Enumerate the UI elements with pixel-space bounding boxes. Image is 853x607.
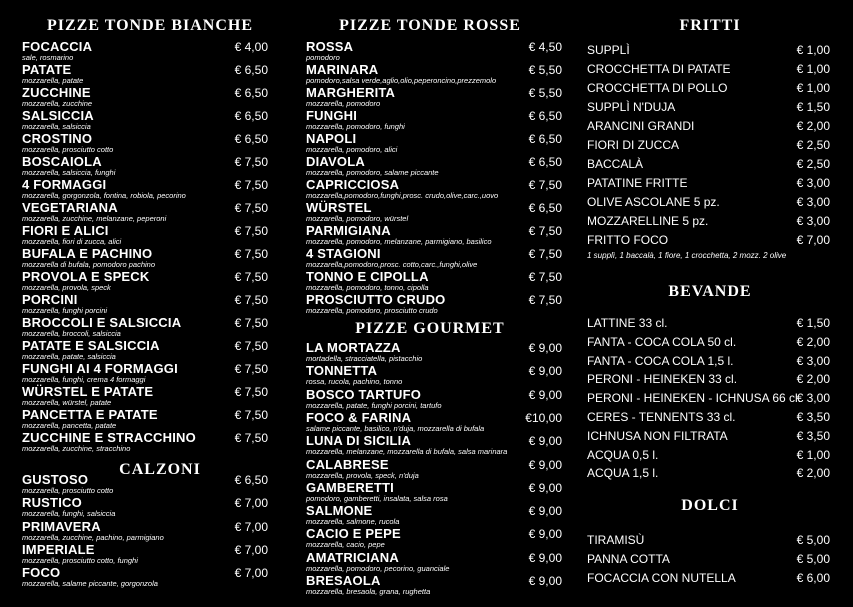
item-description: mozzarella, fiori di zucca, alici — [22, 237, 122, 246]
item-name: PRIMAVERA — [22, 518, 101, 534]
item-description: salame piccante, basilico, n'duja, mozzarella di bufala — [306, 423, 485, 433]
item-price: € 2,50 — [796, 138, 830, 152]
item-description: mozzarella, funghi, crema 4 formaggi — [22, 375, 146, 384]
item-name: SALSICCIA — [22, 108, 94, 123]
bevande-item — [587, 391, 830, 410]
item-name: CROSTINO — [22, 131, 93, 146]
column-rosse-gourmet — [290, 0, 570, 607]
item-price: € 3,00 — [796, 391, 830, 406]
item-description: mozzarella, pomodoro, tonno, cipolla — [306, 283, 429, 292]
item-price: € 3,00 — [796, 176, 830, 190]
item-name: FIORI DI ZUCCA — [587, 138, 679, 152]
item-name: NAPOLI — [306, 131, 357, 146]
item-price: € 7,50 — [528, 224, 562, 238]
item-price: € 7,00 — [234, 566, 268, 581]
bianche-item — [22, 362, 268, 385]
gourmet-item — [306, 341, 562, 364]
item-price: € 9,00 — [528, 364, 562, 379]
item-price: € 7,50 — [528, 247, 562, 261]
item-price: € 6,50 — [528, 109, 562, 123]
item-name: LUNA DI SICILIA — [306, 433, 412, 449]
bianche-item — [22, 247, 268, 270]
item-name: TIRAMISÙ — [587, 533, 645, 547]
bevande-item — [587, 448, 830, 467]
item-description: sale, rosmarino — [22, 53, 74, 62]
item-description: mozzarella, prosciutto cotto — [22, 486, 114, 495]
item-name: AMATRICIANA — [306, 549, 399, 565]
item-description: mozzarella,pomodoro,prosc. cotto,carc.,funghi,olive — [306, 260, 478, 269]
item-description: mozzarella, gorgonzola, fontina, robiola, pecorino — [22, 191, 186, 200]
item-name: RUSTICO — [22, 495, 82, 511]
item-price: € 1,00 — [796, 81, 830, 95]
item-name: PATATINE FRITTE — [587, 176, 688, 190]
item-description: mozzarella, provola, speck, n'duja — [306, 470, 419, 480]
item-price: € 3,00 — [796, 214, 830, 228]
dolci-item — [587, 552, 830, 571]
item-name: MARINARA — [306, 62, 379, 77]
bianche-item — [22, 293, 268, 316]
item-price: € 7,50 — [234, 155, 268, 169]
item-description: mozzarella, patate — [22, 76, 84, 85]
item-description: mozzarella, pomodoro — [306, 99, 381, 108]
column-bianche-calzoni — [0, 0, 280, 607]
item-description: mozzarella, bresaola, grana, rughetta — [306, 587, 431, 596]
rosse-item — [306, 178, 562, 201]
gourmet-item — [306, 527, 562, 550]
item-name: LA MORTAZZA — [306, 340, 401, 355]
item-name: CROCCHETTA DI PATATE — [587, 62, 731, 76]
item-name: SUPPLÌ — [587, 43, 630, 57]
bianche-item — [22, 63, 268, 86]
item-price: € 6,50 — [234, 63, 268, 77]
rosse-item — [306, 63, 562, 86]
rosse-item — [306, 293, 562, 316]
item-name: 4 STAGIONI — [306, 246, 381, 261]
item-price: € 3,50 — [796, 428, 830, 443]
bevande-item — [587, 372, 830, 391]
bianche-item — [22, 40, 268, 63]
item-description: mozzarella, provola, speck — [22, 283, 111, 292]
item-price: € 5,50 — [528, 63, 562, 77]
rosse-item — [306, 201, 562, 224]
item-price: € 2,00 — [796, 372, 830, 387]
fritti-item — [587, 138, 830, 157]
item-price: € 1,50 — [796, 100, 830, 114]
section-title-calzoni: CALZONI — [119, 461, 201, 478]
fritti-item — [587, 100, 830, 119]
item-description: mozzarella, pomodoro, melanzane, parmigiano, basilico — [306, 237, 492, 246]
item-price: € 6,50 — [528, 201, 562, 215]
item-description: pomodoro — [306, 53, 340, 62]
bevande-item — [587, 466, 830, 485]
bianche-item — [22, 270, 268, 293]
section-title-gourmet: PIZZE GOURMET — [355, 320, 505, 337]
section-title-bevande: BEVANDE — [668, 283, 752, 300]
item-name: MOZZARELLINE 5 pz. — [587, 214, 709, 228]
item-price: € 9,00 — [528, 504, 562, 519]
item-price: € 6,50 — [234, 86, 268, 100]
item-price: € 4,50 — [528, 40, 562, 54]
rosse-item — [306, 132, 562, 155]
item-description: pomodoro,salsa verde,aglio,olio,peperoncino,prezzemolo — [306, 76, 497, 85]
item-price: € 2,50 — [796, 157, 830, 171]
section-title-bianche: PIZZE TONDE BIANCHE — [46, 17, 253, 34]
item-name: BOSCO TARTUFO — [306, 386, 422, 402]
item-price: € 1,00 — [796, 43, 830, 57]
item-name: PERONI - HEINEKEN - ICHNUSA 66 cl. — [587, 391, 802, 406]
bianche-item — [22, 178, 268, 201]
item-price: € 6,00 — [796, 570, 830, 585]
item-name: GAMBERETTI — [306, 479, 394, 495]
item-price: € 2,00 — [796, 466, 830, 481]
fritti-item — [587, 157, 830, 176]
item-name: FUNGHI — [306, 108, 358, 123]
item-name: FANTA - COCA COLA 1,5 l. — [587, 353, 734, 368]
item-description: mozzarella, salsiccia, funghi — [22, 168, 116, 177]
fritti-item — [587, 81, 830, 100]
item-description: mozzarella,pomodoro,funghi,prosc. crudo,olive,carc.,uovo — [306, 191, 499, 200]
calzoni-item — [22, 496, 268, 519]
fritti-item — [587, 43, 830, 62]
item-price: € 7,50 — [234, 316, 268, 330]
bianche-item — [22, 132, 268, 155]
item-name: TONNO E CIPOLLA — [306, 269, 429, 284]
item-price: € 1,50 — [796, 316, 830, 330]
item-name: ZUCCHINE E STRACCHINO — [22, 430, 196, 445]
item-name: SUPPLÌ N'DUJA — [587, 100, 676, 114]
item-description: mozzarella, pomodoro, würstel — [306, 214, 409, 223]
section-title-rosse: PIZZE TONDE ROSSE — [339, 17, 521, 34]
item-name: SALMONE — [306, 503, 373, 519]
item-description: mortadella, stracciatella, pistacchio — [306, 354, 423, 363]
column-fritti-bevande-dolci — [580, 0, 853, 607]
fritti-item — [587, 195, 830, 214]
bevande-item — [587, 429, 830, 448]
item-name: CAPRICCIOSA — [306, 177, 400, 192]
gourmet-item — [306, 504, 562, 527]
item-name: PROVOLA E SPECK — [22, 269, 150, 284]
rosse-item — [306, 247, 562, 270]
item-name: MARGHERITA — [306, 85, 396, 100]
bianche-item — [22, 431, 268, 454]
item-name: PANNA COTTA — [587, 551, 670, 566]
item-price: € 1,00 — [796, 62, 830, 76]
item-price: € 7,50 — [234, 247, 268, 261]
item-price: € 7,50 — [234, 408, 268, 422]
bevande-item — [587, 316, 830, 335]
item-price: € 9,00 — [528, 341, 562, 355]
bevande-item — [587, 354, 830, 373]
rosse-item — [306, 155, 562, 178]
calzoni-item — [22, 473, 268, 496]
item-name: FRITTO FOCO — [587, 233, 669, 247]
fritti-item — [587, 176, 830, 195]
bevande-item — [587, 335, 830, 354]
gourmet-item — [306, 574, 562, 597]
item-name: CROCCHETTA DI POLLO — [587, 81, 728, 95]
item-description: mozzarella, patate, salsiccia — [22, 352, 116, 361]
fritti-item — [587, 214, 830, 233]
item-description: mozzarella di bufala, pomodoro pachino — [22, 260, 155, 269]
item-price: € 5,00 — [796, 551, 830, 566]
bianche-item — [22, 155, 268, 178]
item-name: ROSSA — [306, 39, 354, 54]
item-price: € 7,50 — [528, 178, 562, 192]
item-price: € 9,00 — [528, 457, 562, 472]
item-name: ICHNUSA NON FILTRATA — [587, 428, 728, 443]
item-price: € 7,50 — [234, 431, 268, 445]
item-name: GUSTOSO — [22, 472, 89, 487]
item-price: € 2,00 — [796, 119, 830, 133]
rosse-item — [306, 86, 562, 109]
item-name: IMPERIALE — [22, 541, 95, 557]
item-description: mozzarella, prosciutto cotto — [22, 145, 114, 154]
item-price: € 2,00 — [796, 334, 830, 349]
item-name: VEGETARIANA — [22, 200, 118, 215]
item-price: € 3,50 — [796, 410, 830, 424]
gourmet-item — [306, 551, 562, 574]
rosse-item — [306, 224, 562, 247]
gourmet-item — [306, 388, 562, 411]
item-price: € 7,50 — [528, 270, 562, 284]
item-description: mozzarella, pomodoro, funghi — [306, 122, 405, 131]
calzoni-item — [22, 520, 268, 543]
item-name: WÜRSTEL E PATATE — [22, 384, 154, 399]
item-price: € 9,00 — [528, 434, 562, 449]
item-price: € 6,50 — [528, 132, 562, 146]
bianche-item — [22, 316, 268, 339]
rosse-item — [306, 40, 562, 63]
item-price: € 9,00 — [528, 480, 562, 495]
item-description: mozzarella, pomodoro, prosciutto crudo — [306, 306, 438, 315]
item-price: € 7,50 — [234, 270, 268, 284]
bevande-item — [587, 410, 830, 429]
item-description: mozzarella, pomodoro, pecorino, guanciale — [306, 563, 450, 573]
item-name: FOCACCIA CON NUTELLA — [587, 570, 736, 585]
item-price: € 9,00 — [528, 387, 562, 402]
bianche-item — [22, 109, 268, 132]
item-price: € 7,50 — [234, 201, 268, 215]
item-price: € 7,00 — [234, 542, 268, 557]
item-description: mozzarella, funghi porcini — [22, 306, 108, 315]
item-price: € 3,00 — [796, 353, 830, 368]
item-price: € 9,00 — [528, 574, 562, 588]
item-price: € 7,50 — [234, 178, 268, 192]
item-price: € 3,00 — [796, 195, 830, 209]
item-description: mozzarella, pomodoro, alici — [306, 145, 398, 154]
section-title-fritti: FRITTI — [679, 17, 741, 34]
item-description: mozzarella, zucchine, pachino, parmigiano — [22, 532, 164, 542]
item-name: FIORI E ALICI — [22, 223, 109, 238]
item-price: € 7,50 — [234, 385, 268, 399]
item-name: FOCACCIA — [22, 39, 93, 54]
item-description: mozzarella, salmone, rucola — [306, 517, 400, 527]
dolci-item — [587, 533, 830, 552]
gourmet-item — [306, 434, 562, 457]
item-name: ZUCCHINE — [22, 85, 91, 100]
item-name: PERONI - HEINEKEN 33 cl. — [587, 372, 738, 387]
item-name: BRESAOLA — [306, 573, 381, 588]
item-name: FANTA - COCA COLA 50 cl. — [587, 334, 737, 349]
item-name: ARANCINI GRANDI — [587, 119, 695, 133]
item-name: CALABRESE — [306, 456, 389, 472]
item-price: € 7,50 — [234, 362, 268, 376]
item-name: FUNGHI AI 4 FORMAGGI — [22, 361, 178, 376]
item-price: € 7,50 — [234, 293, 268, 307]
item-name: LATTINE 33 cl. — [587, 316, 668, 330]
item-description: mozzarella, würstel, patate — [22, 398, 112, 407]
item-name: CERES - TENNENTS 33 cl. — [587, 410, 736, 424]
item-name: BOSCAIOLA — [22, 154, 102, 169]
item-price: € 7,00 — [234, 519, 268, 534]
item-price: € 5,00 — [796, 533, 830, 547]
dolci-item — [587, 571, 830, 590]
item-description: mozzarella, broccoli, salsiccia — [22, 329, 121, 338]
item-price: € 7,50 — [528, 293, 562, 307]
section-title-dolci: DOLCI — [681, 497, 739, 514]
item-name: PANCETTA E PATATE — [22, 407, 158, 422]
item-description: mozzarella, zucchine — [22, 99, 93, 108]
item-price: € 7,50 — [234, 224, 268, 238]
fritti-item — [587, 62, 830, 81]
item-price: € 7,00 — [796, 233, 830, 247]
gourmet-item — [306, 364, 562, 387]
item-description: mozzarella, salsiccia — [22, 122, 91, 131]
bianche-item — [22, 201, 268, 224]
bianche-item — [22, 385, 268, 408]
rosse-item — [306, 109, 562, 132]
item-description: mozzarella, zucchine, melanzane, peperoni — [22, 214, 167, 223]
item-price: €10,00 — [525, 410, 562, 425]
bianche-item — [22, 86, 268, 109]
item-price: € 4,00 — [234, 40, 268, 54]
item-name: PATATE E SALSICCIA — [22, 338, 160, 353]
item-name: PORCINI — [22, 292, 78, 307]
item-price: € 9,00 — [528, 527, 562, 542]
item-price: € 6,50 — [528, 155, 562, 169]
item-description: mozzarella, prosciutto cotto, funghi — [22, 555, 138, 565]
item-name: BUFALA E PACHINO — [22, 246, 153, 261]
item-price: € 9,00 — [528, 550, 562, 565]
fritto-foco-note: 1 supplì, 1 baccalà, 1 fiore, 1 crocchetta, 2 mozz. 2 olive — [587, 251, 787, 260]
item-name: 4 FORMAGGI — [22, 177, 107, 192]
item-description: mozzarella, zucchine, stracchino — [22, 444, 131, 453]
item-price: € 6,50 — [234, 109, 268, 123]
item-name: DIAVOLA — [306, 154, 365, 169]
item-name: PROSCIUTTO CRUDO — [306, 292, 446, 307]
gourmet-item — [306, 411, 562, 434]
item-price: € 1,00 — [796, 447, 830, 462]
item-name: FOCO — [22, 565, 61, 581]
item-description: mozzarella, pancetta, patate — [22, 421, 117, 430]
bianche-item — [22, 339, 268, 362]
item-price: € 7,00 — [234, 496, 268, 511]
item-name: BACCALÀ — [587, 157, 644, 171]
item-name: PATATE — [22, 62, 72, 77]
item-price: € 5,50 — [528, 86, 562, 100]
item-name: CACIO E PEPE — [306, 526, 401, 542]
item-price: € 7,50 — [234, 339, 268, 353]
item-name: BROCCOLI E SALSICCIA — [22, 315, 182, 330]
item-description: rossa, rucola, pachino, tonno — [306, 377, 403, 387]
item-name: TONNETTA — [306, 363, 378, 379]
bianche-item — [22, 408, 268, 431]
item-name: FOCO & FARINA — [306, 409, 412, 425]
item-description: mozzarella, salame piccante, gorgonzola — [22, 579, 158, 589]
item-price: € 6,50 — [234, 473, 268, 487]
item-description: mozzarella, cacio, pepe — [306, 540, 385, 550]
item-description: mozzarella, pomodoro, salame piccante — [306, 168, 439, 177]
item-price: € 6,50 — [234, 132, 268, 146]
gourmet-item — [306, 458, 562, 481]
bianche-item — [22, 224, 268, 247]
fritti-item — [587, 233, 830, 252]
item-name: ACQUA 0,5 l. — [587, 447, 659, 462]
fritti-item — [587, 119, 830, 138]
item-name: WÜRSTEL — [306, 200, 372, 215]
rosse-item — [306, 270, 562, 293]
item-description: mozzarella, patate, funghi porcini, tartufo — [306, 400, 442, 410]
item-name: PARMIGIANA — [306, 223, 391, 238]
item-name: ACQUA 1,5 l. — [587, 466, 659, 481]
calzoni-item — [22, 543, 268, 566]
item-name: OLIVE ASCOLANE 5 pz. — [587, 195, 720, 209]
item-description: mozzarella, melanzane, mozzarella di bufala, salsa marinara — [306, 447, 508, 457]
item-description: mozzarella, funghi, salsiccia — [22, 509, 116, 519]
item-description: pomodoro, gamberetti, insalata, salsa rosa — [306, 493, 448, 503]
gourmet-item — [306, 481, 562, 504]
calzoni-item — [22, 566, 268, 589]
